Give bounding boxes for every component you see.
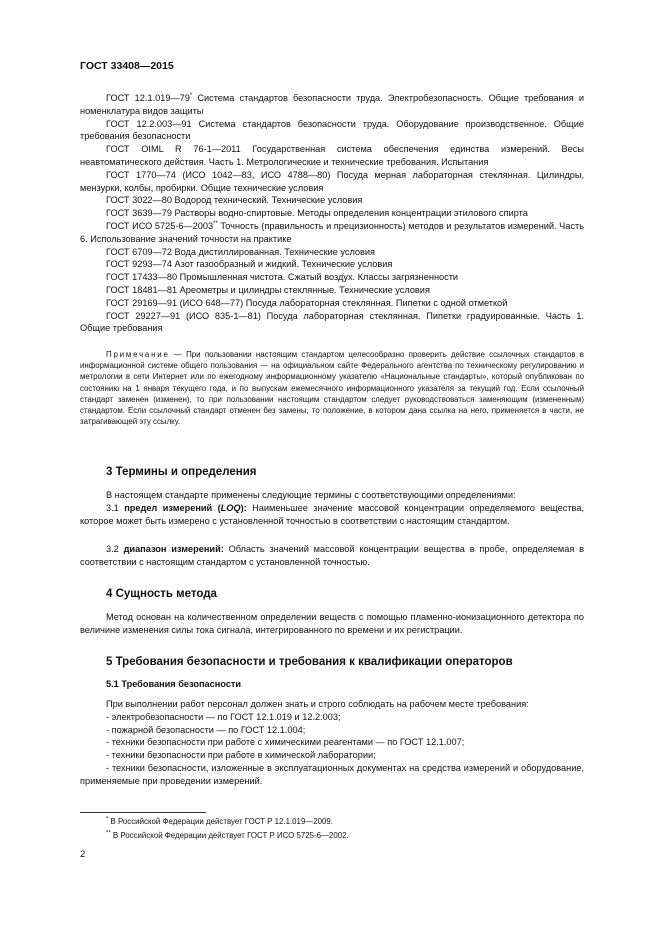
reference-item: ГОСТ 9293—74 Азот газообразный и жидкий. Технические условия xyxy=(106,259,393,270)
term-3-2: 3.2 диапазон измерений: Область значений массовой концентрации вещества в пробе, определяемая в соответствии с настоящим стандартом с установленной точностью. xyxy=(80,544,585,567)
reference-item: ГОСТ 6709—72 Вода дистиллированная. Технические условия xyxy=(106,246,376,257)
reference-item: ГОСТ ИСО 5725-6—2003** Точность (правильность и прецизионность) методов и результатов измерений. Часть 6. Использование значений точности на практике xyxy=(80,220,584,244)
reference-item: ГОСТ 3022—80 Водород технический. Технические условия xyxy=(106,195,363,206)
section-3-intro: В настоящем стандарте применены следующие термины с соответствующими определениями: xyxy=(106,490,516,500)
reference-item: ГОСТ 29169—91 (ИСО 648—77) Посуда лабораторная стеклянная. Пипетки с одной отметкой xyxy=(106,297,508,308)
section-3-heading: 3 Термины и определения xyxy=(106,466,257,478)
reference-item: ГОСТ 12.2.003—91 Система стандартов безопасности труда. Оборудование производственное. Общие требования безопасности xyxy=(80,118,584,142)
normative-references xyxy=(80,92,584,335)
list-item: - техники безопасности, изложенные в эксплуатационных документах на средства измерений и оборудование, применяемые при проведении измерений. xyxy=(80,762,584,786)
reference-item: ГОСТ 1770—74 (ИСО 1042—83, ИСО 4788—80) Посуда мерная лабораторная стеклянная. Цилиндры, мензурки, колбы, пробирки. Общие технические условия xyxy=(80,169,584,193)
note-paragraph: Примечание — При пользовании настоящим стандартом целесообразно проверить действие ссылочных стандартов в информационной системе общего пользования — на официальном сайте Федерального агентства по техническому регулированию и метрологии в сети Интернет или по ежегодному информационному указателю «Национальные стандарты», который опубликован по состоянию на 1 января текущего года, и по выпускам ежемесячного информационного указателя за текущий год. Если ссылочный стандарт заменен (изменен), то при пользовании настоящим стандартом следует руководствоваться заменяющим (измененным) стандартом. Если ссылочный стандарт отменен без замены, то положение, в котором дана ссылка на него, применяется в части, не затрагивающей эту ссылку. xyxy=(80,350,584,427)
footnote-divider xyxy=(80,812,206,813)
list-item: - техники безопасности при работе в химической лаборатории; xyxy=(106,750,376,761)
list-item: - пожарной безопасности — по ГОСТ 12.1.004; xyxy=(106,724,306,735)
section-5-1-heading: 5.1 Требования безопасности xyxy=(106,679,242,689)
list-item: - техники безопасности при работе с химическими реагентами — по ГОСТ 12.1.007; xyxy=(106,737,465,748)
standard-code-header: ГОСТ 33408—2015 xyxy=(80,60,174,72)
section-5-1-intro: При выполнении работ персонал должен знать и строго соблюдать на рабочем месте требования: xyxy=(106,699,529,709)
footnote-2: ** В Российской Федерации действует ГОСТ Р ИСО 5725-6—2002. xyxy=(106,830,349,840)
section-4-text: Метод основан на количественном определении веществ с помощью пламенно-ионизационного детектора по величине изменения силы тока сигнала, интегрированного по времени и их регистрации. xyxy=(80,612,584,635)
section-5-1-body xyxy=(80,698,584,788)
reference-item: ГОСТ 17433—80 Промышленная чистота. Сжатый воздух. Классы загрязненности xyxy=(106,272,459,283)
section-4-heading: 4 Сущность метода xyxy=(106,588,217,600)
reference-item: ГОСТ OIML R 76-1—2011 Государственная система обеспечения единства измерений. Весы неавтоматического действия. Часть 1. Метрологические и технические требования. Испытания xyxy=(80,144,584,167)
reference-item: ГОСТ 29227—91 (ИСО 835-1—81) Посуда лабораторная стеклянная. Пипетки градуированные. Часть 1. Общие требования xyxy=(80,310,584,334)
footnote-1: * В Российской Федерации действует ГОСТ Р 12.1.019—2009. xyxy=(106,816,333,826)
section-5-heading: 5 Требования безопасности и требования к квалификации операторов xyxy=(106,656,513,668)
term-3-1: 3.1 предел измерений (LOQ): Наименьшее значение массовой концентрации определяемого вещества, которое может быть измерено с установленной точностью в соответствии с настоящим стандартом. xyxy=(80,503,584,526)
note-label: Примечание xyxy=(106,350,170,359)
reference-item: ГОСТ 3639—79 Растворы водно-спиртовые. Методы определения концентрации этилового спирта xyxy=(106,208,528,219)
list-item: - электробезопасности — по ГОСТ 12.1.019 и 12.2.003; xyxy=(106,711,341,722)
page-number: 2 xyxy=(80,849,86,860)
reference-item: ГОСТ 18481—81 Ареометры и цилиндры стеклянные. Технические условия xyxy=(106,284,430,295)
reference-item: ГОСТ 12.1.019—79* Система стандартов безопасности труда. Электробезопасность. Общие требования и номенклатура видов защиты xyxy=(80,92,584,116)
